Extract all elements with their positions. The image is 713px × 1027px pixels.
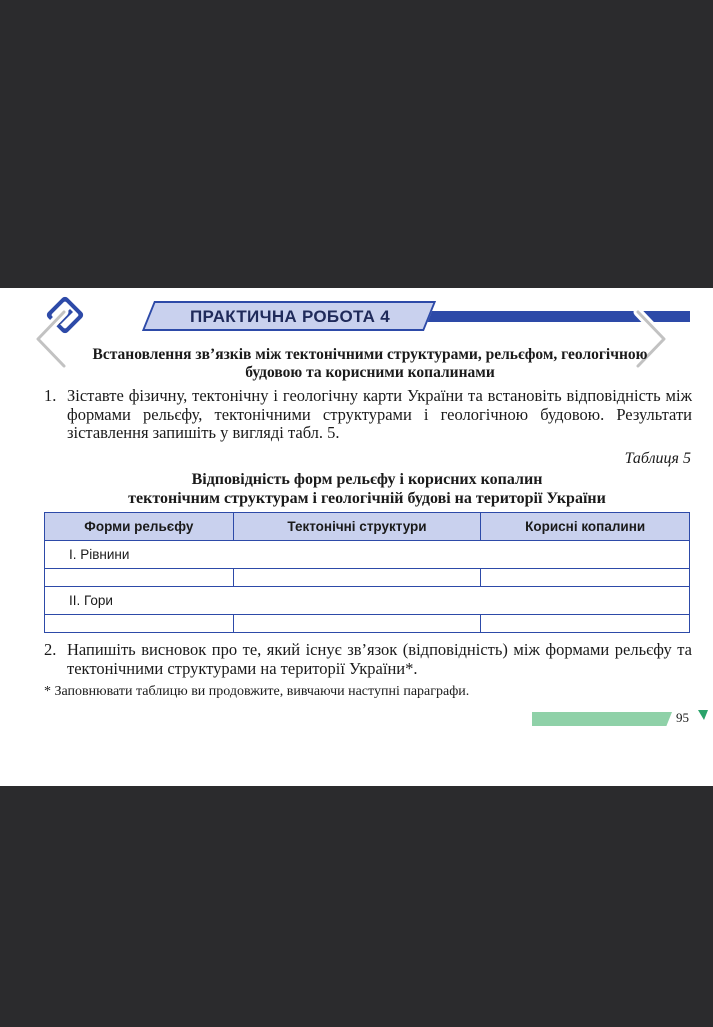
section-mountains: II. Гори (45, 587, 690, 615)
top-dark-area (0, 0, 713, 288)
task-2 (44, 641, 692, 678)
subtitle-line-1: Встановлення зв’язків між тектонічними структурами, рельєфом, геологічною (92, 346, 648, 363)
corner-mark-icon (698, 710, 708, 720)
task-2-number: 2. (44, 640, 57, 659)
task-1 (44, 387, 692, 443)
table-section-row (45, 587, 690, 615)
table-cell[interactable] (45, 615, 234, 633)
table-caption: Таблиця 5 (624, 450, 691, 467)
table-row (45, 569, 690, 587)
bottom-dark-area (0, 786, 713, 1027)
page-number-bar (532, 712, 672, 726)
footnote: * Заповнювати таблицю ви продовжите, вивчаючи наступні параграфи. (44, 684, 470, 699)
table-cell[interactable] (481, 615, 690, 633)
column-header: Тектонічні структури (233, 513, 481, 541)
section-plains: I. Рівнини (45, 541, 690, 569)
task-1-number: 1. (44, 386, 57, 405)
table-section-row (45, 541, 690, 569)
table-header-row (45, 513, 690, 541)
subtitle-line-2: будовою та корисними копалинами (245, 364, 495, 381)
table-title-line-2: тектонічним структурам і геологічній будові на території України (128, 490, 606, 507)
table-cell[interactable] (45, 569, 234, 587)
table-cell[interactable] (481, 569, 690, 587)
correspondence-table (44, 512, 690, 633)
table-cell[interactable] (233, 615, 481, 633)
table-cell[interactable] (233, 569, 481, 587)
task-2-text: Напишіть висновок про те, який існує зв’язок (відповідність) між формами рельєфу та тектонічними структурами на території України*. (67, 640, 692, 678)
page-number: 95 (676, 710, 689, 725)
table-row (45, 615, 690, 633)
practical-work-title: ПРАКТИЧНА РОБОТА 4 (190, 307, 390, 326)
table-title (44, 470, 690, 508)
table-title-line-1: Відповідність форм рельєфу і корисних копалин (191, 471, 543, 488)
column-header: Корисні копалини (481, 513, 690, 541)
task-1-text: Зіставте фізичну, тектонічну і геологічну карти України та встановіть відповідність між формами рельєфу, тектонічними структурами і геологічною будовою. Результати зіставлення запишіть у вигляді табл. 5. (67, 386, 692, 442)
column-header: Форми рельєфу (45, 513, 234, 541)
work-subtitle (50, 346, 690, 382)
textbook-page (0, 288, 713, 786)
